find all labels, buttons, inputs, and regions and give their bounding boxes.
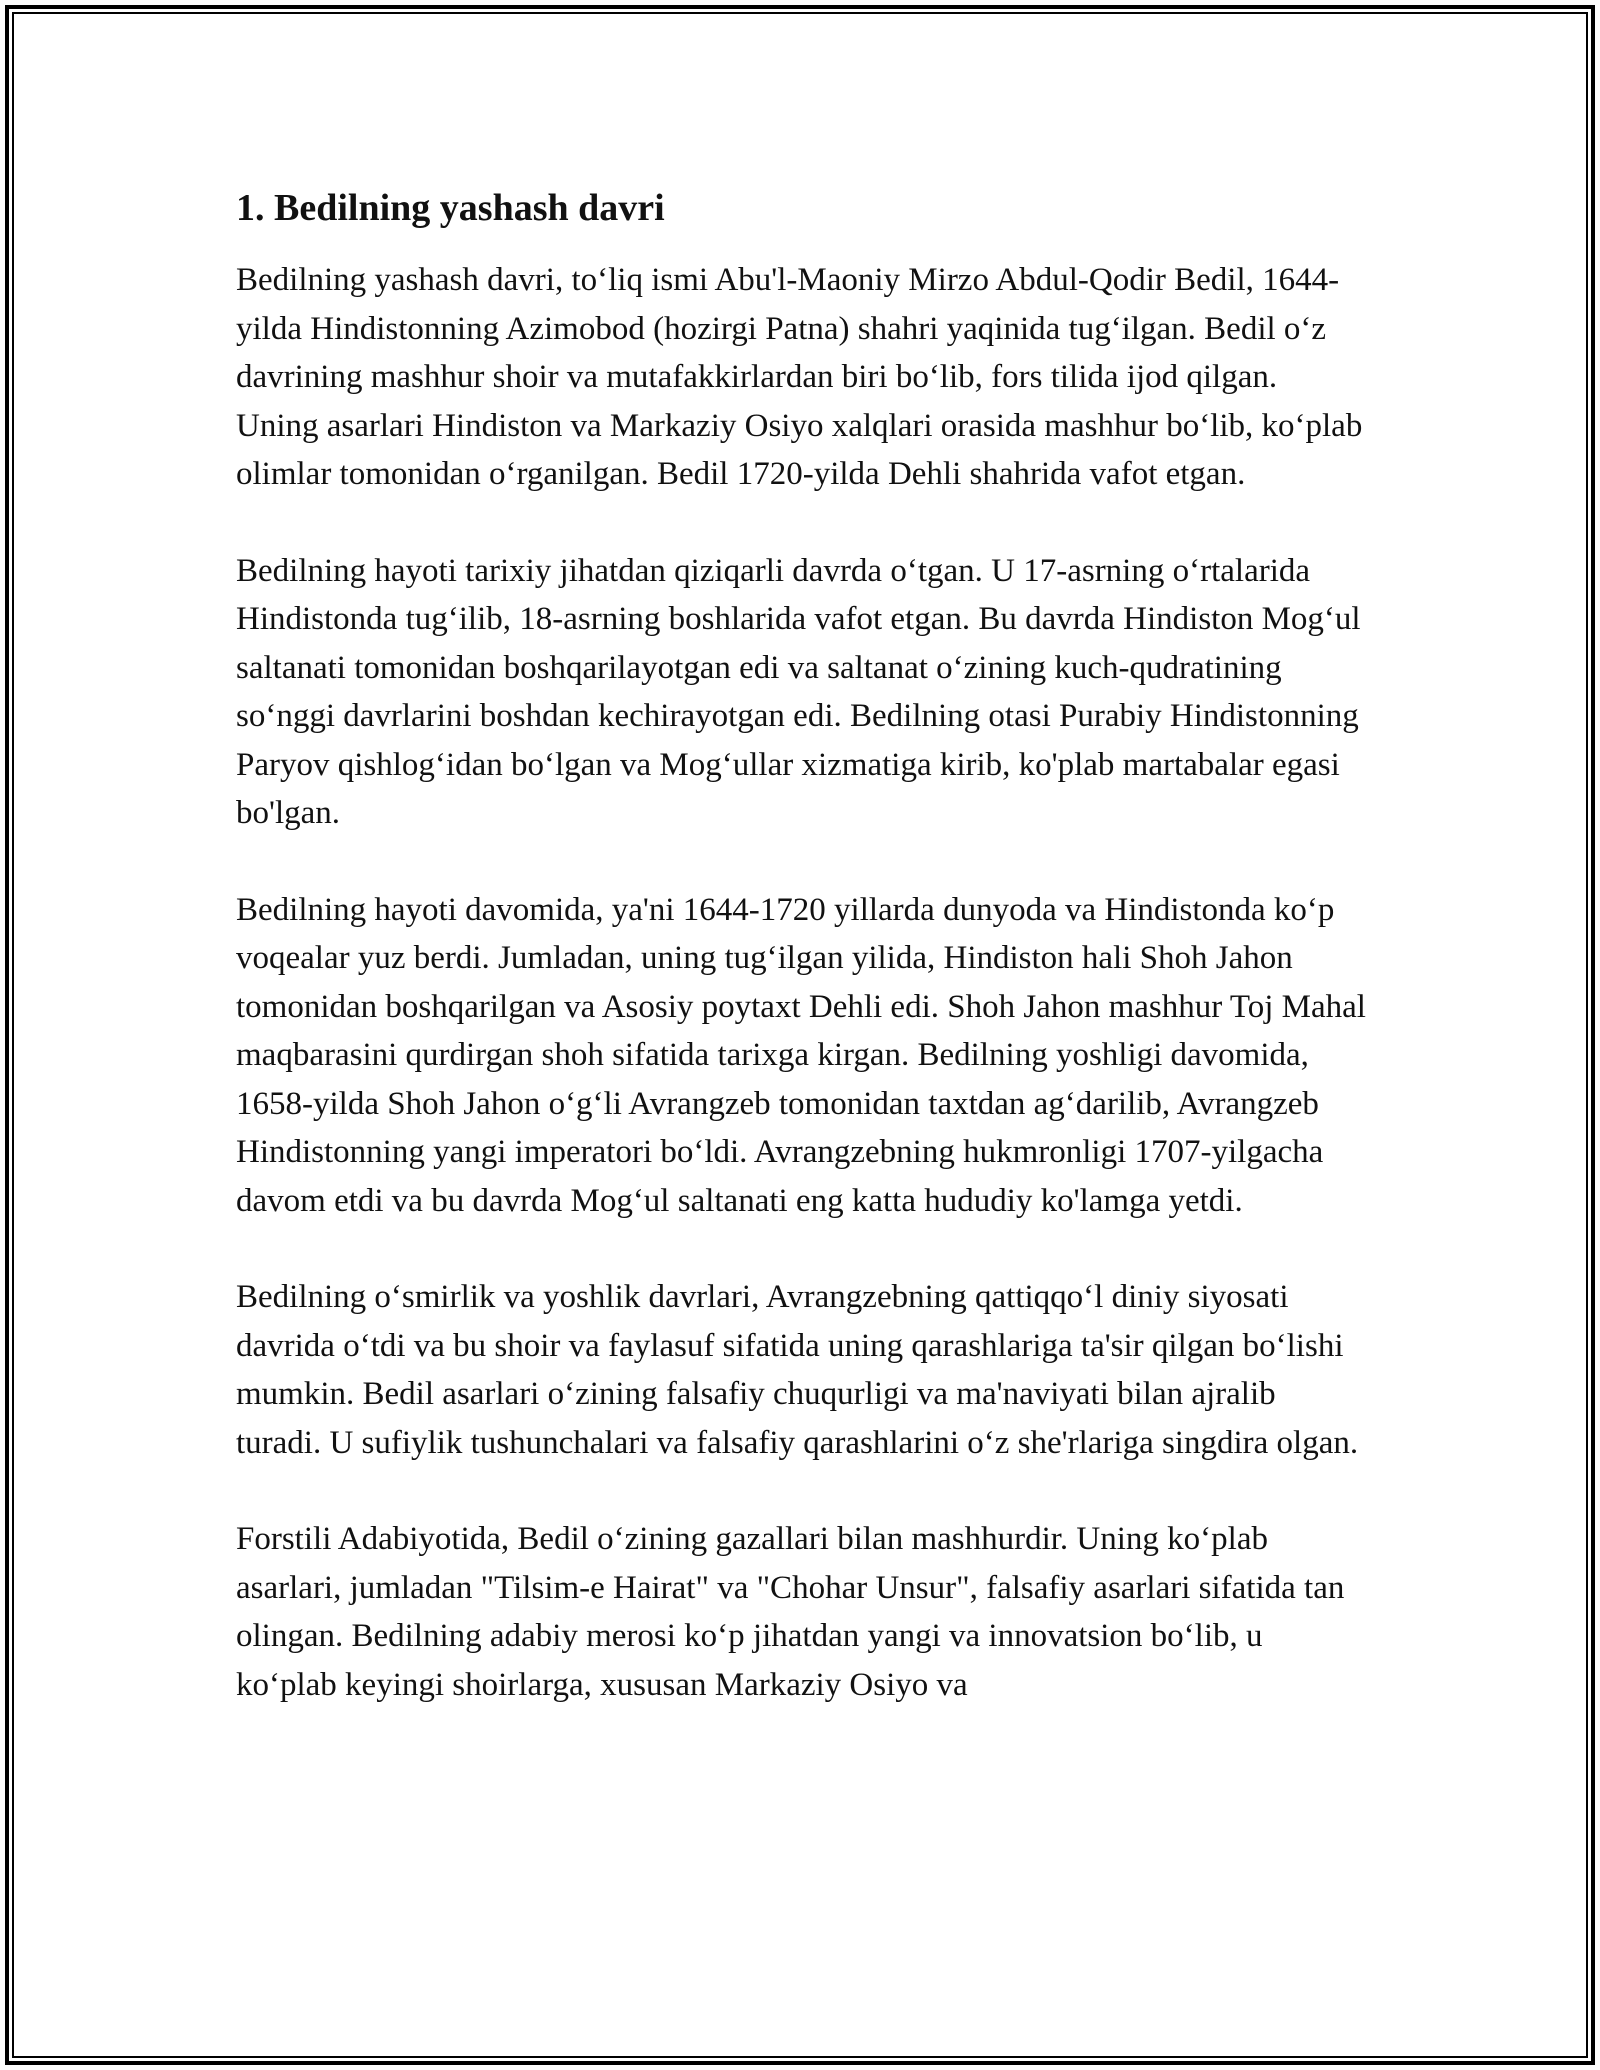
- document-body: [236, 186, 1366, 1757]
- paragraph-5: Forstili Adabiyotida, Bedil o‘zining gazallari bilan mashhurdir. Uning ko‘plab asarlari, jumladan "Tilsim-e Hairat" va "Chohar Unsur", falsafiy asarlari sifatida tan olingan. Bedilning adabiy merosi ko‘p jihatdan yangi va innovatsion bo‘lib, u ko‘plab keyingi shoirlarga, xususan Markaziy Osiyo va: [236, 1521, 1345, 1703]
- paragraph-1: Bedilning yashash davri, to‘liq ismi Abu'l-Maoniy Mirzo Abdul-Qodir Bedil, 1644-yilda Hindistonning Azimobod (hozirgi Patna) shahri yaqinida tug‘ilgan. Bedil o‘z davrining mashhur shoir va mutafakkirlardan biri bo‘lib, fors tilida ijod qilgan. Uning asarlari Hindiston va Markaziy Osiyo xalqlari orasida mashhur bo‘lib, ko‘plab olimlar tomonidan o‘rganilgan. Bedil 1720-yilda Dehli shahrida vafot etgan.: [236, 262, 1363, 492]
- section-heading: 1. Bedilning yashash davri: [236, 187, 665, 229]
- paragraph-4: Bedilning o‘smirlik va yoshlik davrlari, Avrangzebning qattiqqo‘l diniy siyosati davrida o‘tdi va bu shoir va faylasuf sifatida uning qarashlariga ta'sir qilgan bo‘lishi mumkin. Bedil asarlari o‘zining falsafiy chuqurligi va ma'naviyati bilan ajralib turadi. U sufiylik tushunchalari va falsafiy qarashlarini o‘z she'rlariga singdira olgan.: [236, 1279, 1359, 1461]
- paragraph-2: Bedilning hayoti tarixiy jihatdan qiziqarli davrda o‘tgan. U 17-asrning o‘rtalarida Hindistonda tug‘ilib, 18-asrning boshlarida vafot etgan. Bu davrda Hindiston Mog‘ul saltanati tomonidan boshqarilayotgan edi va saltanat o‘zining kuch-qudratining so‘nggi davrlarini boshdan kechirayotgan edi. Bedilning otasi Purabiy Hindistonning Paryov qishlog‘idan bo‘lgan va Mog‘ullar xizmatiga kirib, ko'plab martabalar egasi bo'lgan.: [236, 552, 1361, 831]
- paragraph-3: Bedilning hayoti davomida, ya'ni 1644-1720 yillarda dunyoda va Hindistonda ko‘p voqealar yuz berdi. Jumladan, uning tug‘ilgan yilida, Hindiston hali Shoh Jahon tomonidan boshqarilgan va Asosiy poytaxt Dehli edi. Shoh Jahon mashhur Toj Mahal maqbarasini qurdirgan shoh sifatida tarixga kirgan. Bedilning yoshligi davomida, 1658-yilda Shoh Jahon o‘g‘li Avrangzeb tomonidan taxtdan ag‘darilib, Avrangzeb Hindistonning yangi imperatori bo‘ldi. Avrangzebning hukmronligi 1707-yilgacha davom etdi va bu davrda Mog‘ul saltanati eng katta hududiy ko'lamga yetdi.: [236, 891, 1366, 1219]
